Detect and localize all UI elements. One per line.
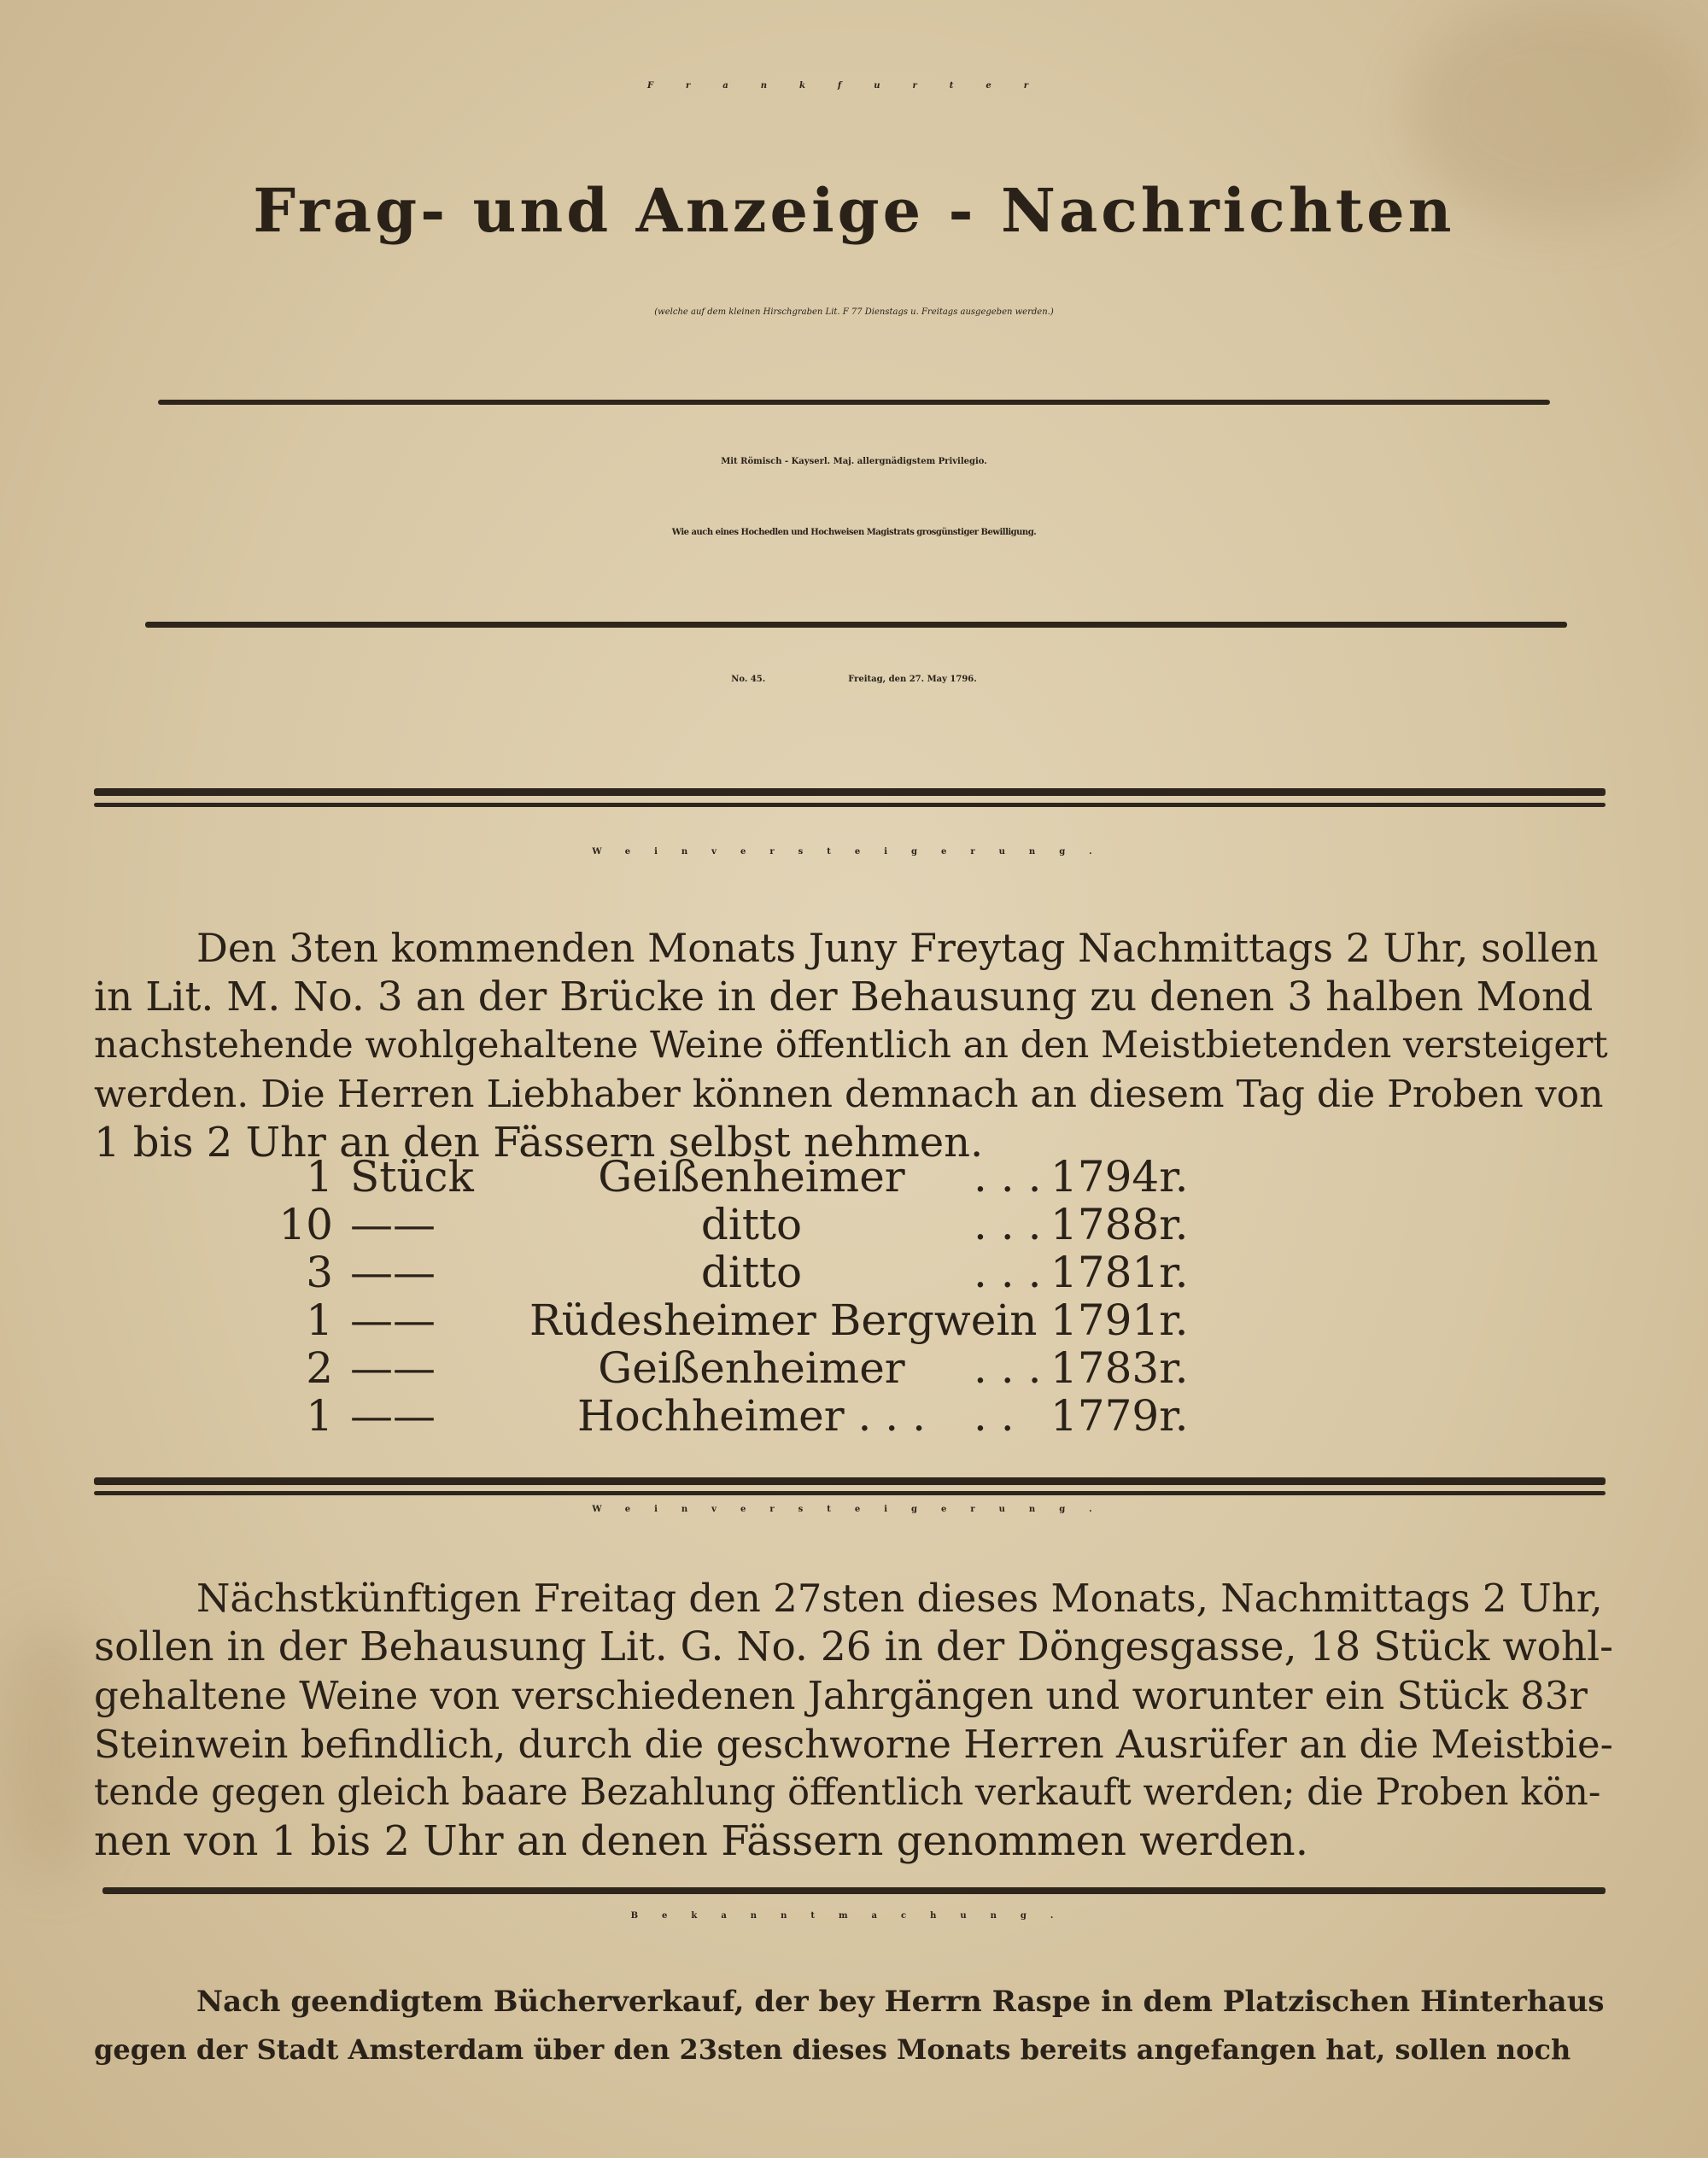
wine-qty: 1 [306, 1391, 333, 1441]
wine-dots: . . . [974, 1248, 1042, 1297]
privilege-line-1: Mit Römisch - Kayserl. Maj. allergnädigstem Privilegio. [721, 457, 987, 466]
notice-3-line: Nach geendigtem Bücherverkauf, der bey Herrn Raspe in dem Platzischen Hinterhaus [196, 1985, 1605, 2019]
divider-rule [158, 400, 1550, 405]
notice-2-title: Weinversteigerung. [592, 1505, 1116, 1514]
notice-1-line: 1 bis 2 Uhr an den Fässern selbst nehmen. [94, 1119, 984, 1167]
notice-1-line: nachstehende wohlgehaltene Weine öffentlich an den Meistbietenden versteigert [94, 1024, 1608, 1067]
issue-line [0, 675, 1708, 684]
notice-1-title: Weinversteigerung. [592, 847, 1116, 857]
wine-qty: 1 [306, 1152, 333, 1202]
notice-3-title: Bekanntmachung. [630, 1911, 1078, 1921]
notice-1-line: werden. Die Herren Liebhaber können demnach an diesem Tag die Proben von [94, 1073, 1604, 1116]
wine-qty: 1 [306, 1295, 333, 1345]
wine-unit: —— [350, 1391, 436, 1441]
wine-dots: . . [974, 1391, 1015, 1441]
wine-dots: . . . [974, 1200, 1042, 1249]
wine-year: 1783r. [1050, 1343, 1189, 1393]
notice-2-body [94, 1574, 1614, 1866]
notice-1-line: in Lit. M. No. 3 an der Brücke in der Behausung zu denen 3 halben Mond [94, 974, 1594, 1021]
notice-2-line: Steinwein befindlich, durch die geschworne Herren Ausrüfer an die Meistbie- [94, 1722, 1613, 1767]
notice-1-body [94, 924, 1614, 1167]
wine-year: 1788r. [1050, 1200, 1189, 1249]
wine-row [265, 1153, 1187, 1201]
notice-2-line: tende gegen gleich baare Bezahlung öffentlich verkauft werden; die Proben kön- [94, 1771, 1601, 1814]
wine-qty: 3 [306, 1248, 333, 1297]
wine-name: Hochheimer . . . [577, 1391, 926, 1441]
wine-unit: —— [350, 1248, 436, 1297]
notice-2-line: nen von 1 bis 2 Uhr an denen Fässern genommen werden. [94, 1817, 1308, 1865]
masthead-city: Frankfurter [647, 81, 1061, 91]
double-rule-top [94, 788, 1606, 796]
masthead-title: Frag- und Anzeige - Nachrichten [253, 175, 1455, 246]
privilege-line-2: Wie auch eines Hochedlen und Hochweisen Magistrats grosgünstiger Bewilligung. [671, 528, 1037, 537]
wine-name: Geißenheimer [598, 1152, 905, 1202]
distribution-note: (welche auf dem kleinen Hirschgraben Lit. F 77 Dienstags u. Freitags ausgegeben werden.) [654, 307, 1054, 317]
double-rule-bottom [94, 803, 1606, 807]
divider-rule [102, 1887, 1606, 1894]
wine-unit: —— [350, 1200, 436, 1249]
wine-name: Rüdesheimer Bergwein [529, 1295, 1038, 1345]
wine-year: 1781r. [1050, 1248, 1189, 1297]
wine-row [265, 1296, 1187, 1344]
issue-number: No. 45. [731, 675, 766, 684]
double-rule-top [94, 1477, 1606, 1485]
wine-row [265, 1201, 1187, 1249]
notice-2-line: gehaltene Weine von verschiedenen Jahrgängen und worunter ein Stück 83r [94, 1673, 1588, 1718]
wine-year: 1794r. [1050, 1152, 1189, 1202]
notice-2-line: Nächstkünftigen Freitag den 27sten dieses Monats, Nachmittags 2 Uhr, [196, 1576, 1603, 1621]
issue-date: Freitag, den 27. May 1796. [848, 675, 977, 684]
wine-year: 1791r. [1050, 1295, 1189, 1345]
divider-rule [145, 622, 1567, 628]
wine-name: ditto [700, 1200, 803, 1249]
wine-row [265, 1344, 1187, 1392]
notice-2-line: sollen in der Behausung Lit. G. No. 26 in der Döngesgasse, 18 Stück wohl- [94, 1623, 1614, 1670]
wine-name: Geißenheimer [598, 1343, 905, 1393]
wine-unit: —— [350, 1343, 436, 1393]
paper-stain [0, 1623, 102, 1879]
wine-row [265, 1392, 1187, 1440]
notice-1-line: Den 3ten kommenden Monats Juny Freytag Nachmittags 2 Uhr, sollen [196, 925, 1599, 971]
notice-3-body [94, 1978, 1614, 2073]
notice-3-line: gegen der Stadt Amsterdam über den 23sten dieses Monats bereits angefangen hat, sollen noch [94, 2033, 1571, 2066]
wine-row [265, 1249, 1187, 1296]
wine-year: 1779r. [1050, 1391, 1189, 1441]
wine-unit: Stück [350, 1152, 474, 1202]
wine-qty: 10 [278, 1200, 333, 1249]
wine-dots: . . . [974, 1343, 1042, 1393]
wine-qty: 2 [306, 1343, 333, 1393]
wine-dots: . . . [974, 1152, 1042, 1202]
wine-unit: —— [350, 1295, 436, 1345]
wine-list [265, 1153, 1187, 1440]
wine-name: ditto [700, 1248, 803, 1297]
double-rule-bottom [94, 1491, 1606, 1495]
